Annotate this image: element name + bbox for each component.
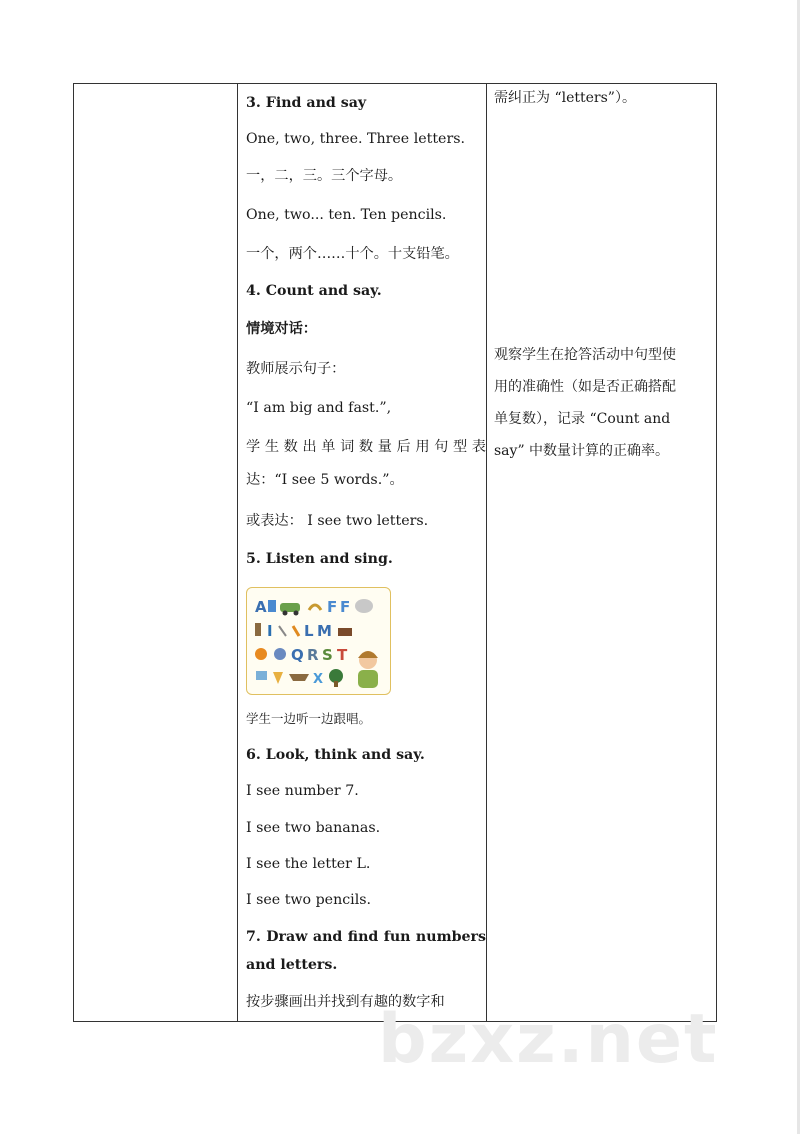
section-3-line-4: 一个，两个……十个。十支铅笔。 [246,246,459,262]
svg-text:M: M [317,622,332,640]
section-4-line-2: “I am big and fast.”, [246,400,392,416]
observation-line-4: say” 中数量计算的正确率。 [494,443,670,459]
section-3-heading: 3. Find and say [246,95,367,111]
section-5-caption: 学生一边听一边跟唱。 [246,711,372,726]
section-7-heading-line-1: 7. Draw and find fun numbers [246,929,486,945]
section-5-heading: 5. Listen and sing. [246,551,393,567]
lesson-table [73,83,717,1022]
section-4-line-1: 教师展示句子： [246,361,346,377]
observation-line-3: 单复数），记录 “Count and [494,411,671,427]
alphabet-illustration [247,588,390,694]
alphabet-song-picture [246,587,391,695]
section-4-heading: 4. Count and say. [246,283,382,299]
svg-text:L: L [304,622,314,640]
observation-line-2: 用的准确性（如是否正确搭配 [494,379,676,395]
svg-text:A: A [255,598,267,616]
column-divider-1 [237,84,238,1021]
section-4-line-3: 学生数出单词数量后用句型表 [246,439,486,455]
section-6-heading: 6. Look, think and say. [246,747,425,763]
section-3-line-1: One, two, three. Three letters. [246,131,466,147]
section-6-line-3: I see the letter L. [246,856,371,872]
section-3-line-3: One, two... ten. Ten pencils. [246,207,447,223]
correction-note: 需纠正为 “letters”）。 [494,90,636,106]
svg-text:Q: Q [291,646,304,664]
section-4-line-5: 或表达： I see two letters. [246,513,429,529]
svg-text:T: T [337,646,348,664]
section-4-subheading: 情境对话： [246,321,317,337]
svg-text:F: F [340,598,351,616]
observation-line-1: 观察学生在抢答活动中句型使 [494,347,676,363]
svg-text:I: I [267,622,273,640]
child-figure [358,651,378,688]
section-7-heading-line-2: and letters. [246,957,338,973]
section-4-line-4: 达：“I see 5 words.”。 [246,472,404,488]
section-7-line-1: 按步骤画出并找到有趣的数字和 [246,994,445,1010]
svg-text:R: R [307,646,319,664]
svg-text:S: S [322,646,333,664]
watermark: bzxz.net [378,1000,719,1079]
section-6-line-2: I see two bananas. [246,820,381,836]
section-3-line-2: 一，二，三。三个字母。 [246,168,403,184]
svg-text:X: X [313,672,324,687]
section-6-line-4: I see two pencils. [246,892,372,908]
column-divider-2 [486,84,487,1021]
svg-text:F: F [327,598,338,616]
section-6-line-1: I see number 7. [246,783,359,799]
